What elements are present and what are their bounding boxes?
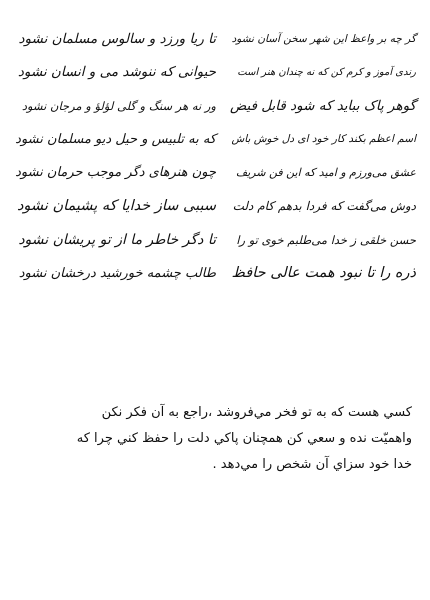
couplet-5 — [14, 156, 416, 190]
note-line-3: خدا خود سزاي آن شخص را مي‌دهد . — [212, 457, 412, 472]
note-line-1: كسي هست كه به تو فخر مي‌فروشد ،راجع به آن فكر نكن — [101, 405, 412, 420]
couplet-3-second-hemistich: ور نه هر سنگ و گلی لؤلؤ و مرجان نشود — [21, 98, 216, 113]
couplet-8-second-hemistich: طالب چشمه خورشید درخشان نشود — [18, 265, 216, 281]
couplet-4-first-hemistich: اسم اعظم بکند کار خود ای دل خوش باش — [231, 133, 416, 146]
poem — [14, 22, 416, 290]
couplet-5-second-hemistich: چون هنرهای دگر موجب حرمان نشود — [15, 165, 216, 181]
couplet-4 — [14, 123, 416, 157]
couplet-6-second-hemistich: سببی ساز خدایا که پشیمان نشود — [16, 198, 216, 215]
couplet-1-second-hemistich: تا ریا ورزد و سالوس مسلمان نشود — [18, 30, 216, 47]
couplet-7-first-hemistich: حسن خلقی ز خدا می‌طلبم خوی تو را — [236, 232, 416, 247]
couplet-6 — [14, 190, 416, 224]
note-line-2: واهميّت نده و سعي كن همچنان پاكي دلت را حفظ كني چرا كه — [76, 431, 412, 446]
couplet-1 — [14, 22, 416, 56]
couplet-8 — [14, 257, 416, 291]
couplet-7 — [14, 223, 416, 257]
couplet-4-second-hemistich: که به تلبیس و حیل دیو مسلمان نشود — [15, 131, 216, 147]
couplet-2-second-hemistich: حیوانی که ننوشد می و انسان نشود — [17, 64, 216, 81]
couplet-8-first-hemistich: ذره را تا نبود همت عالی حافظ — [231, 265, 416, 282]
couplet-1-first-hemistich: گر چه بر واعظ این شهر سخن آسان نشود — [231, 32, 416, 45]
couplet-7-second-hemistich: تا دگر خاطر ما از تو پریشان نشود — [18, 231, 216, 248]
couplet-3 — [14, 89, 416, 123]
couplet-3-first-hemistich: گوهر پاک بباید که شود قابل فیض — [229, 97, 416, 114]
couplet-2-first-hemistich: رندی آموز و کرم کن که نه چندان هنر است — [237, 66, 416, 78]
couplet-5-first-hemistich: عشق می‌ورزم و امید که این فن شریف — [235, 166, 416, 180]
prose-note — [22, 400, 412, 478]
couplet-6-first-hemistich: دوش می‌گفت که فردا بدهم کام دلت — [232, 199, 416, 214]
couplet-2 — [14, 56, 416, 90]
